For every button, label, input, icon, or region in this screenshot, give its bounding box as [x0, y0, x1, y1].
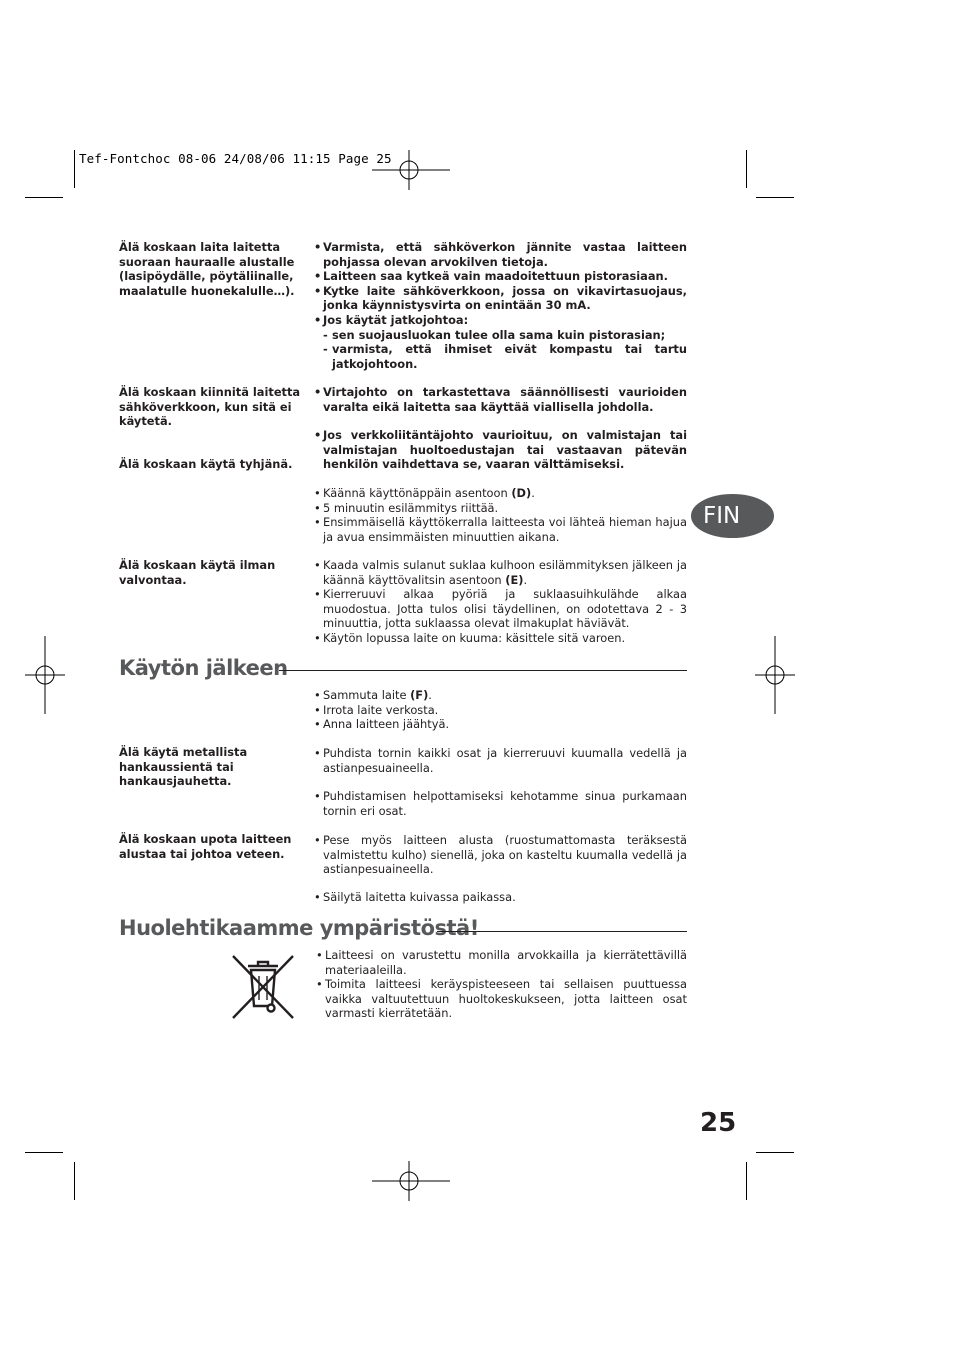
list-subitem: - varmista, että ihmiset eivät kompastu tai tartu jatkojohtoon. [314, 342, 687, 371]
crop-mark [74, 150, 75, 188]
disassembly-list [314, 789, 687, 818]
safety-list [314, 240, 687, 371]
after-use-list [314, 688, 687, 732]
list-item: • Virtajohto on tarkastettava säännöllisesti vaurioiden varalta eikä laitetta saa käyttää viallisella johdolla. [314, 385, 687, 414]
list-item: • Säilytä laitetta kuivassa paikassa. [314, 890, 687, 905]
list-item: • Toimita laitteesi keräyspisteeseen tai sellaisen puuttuessa vaikka valtuutettuun huoltokeskukseen, jotta laitteen osat varmasti kierrätetään. [316, 977, 687, 1021]
list-item: • Laitteen saa kytkeä vain maadoitettuun pistorasiaan. [314, 269, 687, 284]
print-slug: Tef-Fontchoc 08-06 24/08/06 11:15 Page 25 [79, 151, 392, 166]
usage-list [314, 486, 687, 544]
list-item: • Kierreruuvi alkaa pyöriä ja suklaasuihkulähde alkaa muodostua. Jotta tulos olisi täydellinen, on odotettava 2 - 3 minuuttia, jotta suklaassa olevat ilmakuplat häviävät. [314, 587, 687, 631]
crossed-out-wheelie-bin-icon [231, 954, 295, 1020]
cord-list [314, 385, 687, 414]
registration-mark-icon [372, 150, 450, 190]
list-item: • Jos käytät jatkojohtoa: [314, 313, 687, 328]
section-heading-after-use: Käytön jälkeen [119, 656, 288, 680]
crop-mark [25, 1152, 63, 1153]
crop-mark [25, 197, 63, 198]
registration-mark-icon [372, 1161, 450, 1201]
list-item: • Käännä käyttönäppäin asentoon (D). [314, 486, 687, 501]
crop-mark [756, 1152, 794, 1153]
list-item: • Varmista, että sähköverkon jännite vastaa laitteen pohjassa olevan arvokilven tietoja. [314, 240, 687, 269]
list-item: • Ensimmäisellä käyttökerralla laitteesta voi lähteä hieman hajua ja avua ensimmäisten minuuttien aikana. [314, 515, 687, 544]
list-item: • Kaada valmis sulanut suklaa kulhoon esilämmityksen jälkeen ja käännä käyttövalitsin asentoon (E). [314, 558, 687, 587]
crop-mark [756, 197, 794, 198]
registration-mark-icon [25, 636, 65, 714]
registration-mark-icon [755, 636, 795, 714]
page-number: 25 [700, 1108, 737, 1138]
environment-list [316, 948, 687, 1021]
list-item: • Sammuta laite (F). [314, 688, 687, 703]
usage-list-2 [314, 558, 687, 646]
warning-unplug-when-unused: Älä koskaan kiinnitä laitetta sähköverkkoon, kun sitä ei käytetä. [119, 385, 301, 429]
heading-rule [279, 670, 687, 671]
list-item: • Käytön lopussa laite on kuuma: käsittele sitä varoen. [314, 631, 687, 646]
warning-no-immersion: Älä koskaan upota laitteen alustaa tai johtoa veteen. [119, 832, 292, 861]
list-item: • Anna laitteen jäähtyä. [314, 717, 687, 732]
cord-replace-list [314, 428, 687, 472]
list-item: • Puhdistamisen helpottamiseksi kehotamme sinua purkamaan tornin eri osat. [314, 789, 687, 818]
warning-supervision: Älä koskaan käytä ilman valvontaa. [119, 558, 276, 587]
list-item: • 5 minuutin esilämmitys riittää. [314, 501, 687, 516]
crop-mark [74, 1162, 75, 1200]
list-item: • Puhdista tornin kaikki osat ja kierreruuvi kuumalla vedellä ja astianpesuaineella. [314, 746, 687, 775]
list-item: • Pese myös laitteen alusta (ruostumattomasta teräksestä valmistettu kulho) sienellä, joka on kasteltu kuumalla vedellä ja astianpesuaineella. [314, 833, 687, 877]
crop-mark [746, 1162, 747, 1200]
list-item: • Kytke laite sähköverkkoon, jossa on vikavirtasuojaus, jonka käynnistysvirta on enintään 30 mA. [314, 284, 687, 313]
list-item: • Laitteesi on varustettu monilla arvokkailla ja kierrätettävillä materiaaleilla. [316, 948, 687, 977]
storage-list [314, 890, 687, 905]
list-subitem: - sen suojausluokan tulee olla sama kuin pistorasian; [314, 328, 687, 343]
list-item: • Jos verkkoliitäntäjohto vaurioituu, on valmistajan tai valmistajan huoltoedustajan tai vastaavan pätevän henkilön vaihdettava se, vaaran välttämiseksi. [314, 428, 687, 472]
section-heading-environment: Huolehtikaamme ympäristöstä! [119, 916, 479, 940]
language-tab: FIN [691, 494, 774, 538]
list-item: • Irrota laite verkosta. [314, 703, 687, 718]
heading-rule [437, 931, 687, 932]
warning-no-metal-scourer: Älä käytä metallista hankaussientä tai hankausjauhetta. [119, 745, 248, 789]
warning-fragile-surface: Älä koskaan laita laitetta suoraan hauraalle alustalle (lasipöydälle, pöytäliinalle, maalatulle huonekalulle…). [119, 240, 295, 298]
base-cleaning-list [314, 833, 687, 877]
cleaning-list [314, 746, 687, 775]
crop-mark [746, 150, 747, 188]
warning-not-empty: Älä koskaan käytä tyhjänä. [119, 457, 293, 471]
